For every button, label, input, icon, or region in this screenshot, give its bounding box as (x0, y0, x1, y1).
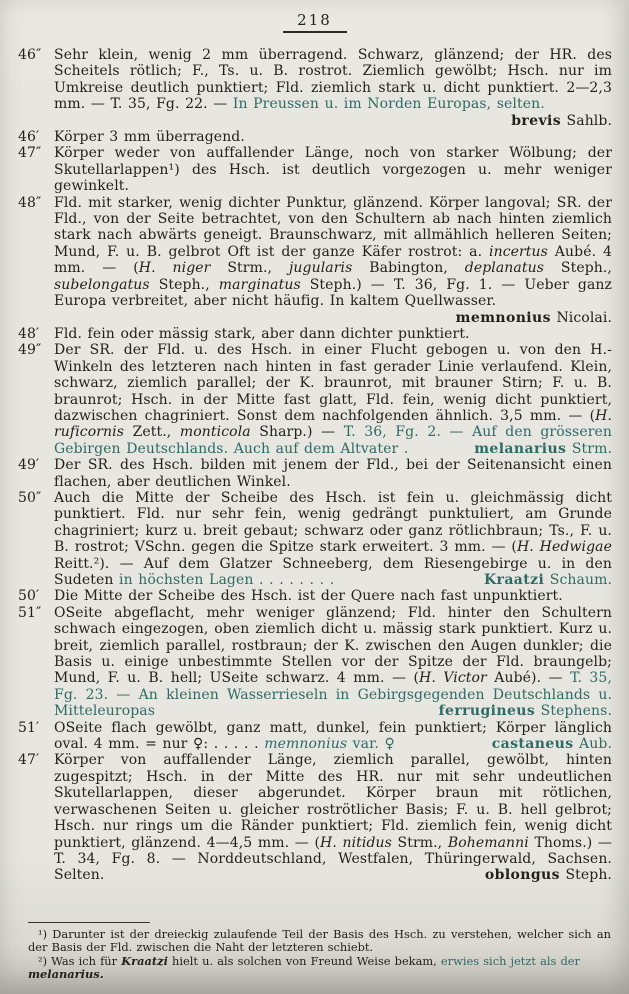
entry-text (54, 588, 612, 604)
text-run: Kraatzi (121, 953, 168, 968)
text-run: Fld. fein oder mässig stark, aber dann dichter punktiert. (54, 325, 470, 342)
species-epithet: castaneus (491, 736, 574, 753)
entry-text (54, 129, 612, 145)
text-run: deplanatus (464, 260, 544, 277)
text-run: H. nitidus (320, 834, 392, 851)
couplet-number: 51′ (18, 719, 40, 736)
key-entries (16, 47, 612, 884)
entry-text (54, 145, 612, 194)
entry-text (54, 457, 612, 490)
key-entry (16, 605, 612, 720)
text-run: monticola (179, 424, 251, 441)
footnote-rule (28, 922, 150, 923)
text-run: Körper weder von auffallender Länge, noch von starker Wölbung; der Skutellarlappen¹) des Hsch. ist deutlich vorgezogen u. mehr weniger gewinkelt. (54, 145, 612, 195)
text-run: Körper von auffallender Länge, ziemlich parallel, gewölbt, hinten zugespitzt; Hsch. in der Mitte des HR. nur mit sehr undeutlichen Skutellarlappen, dieser abgerundet. Körper braun mit rötlichen, verwaschenen Seiten u. gleicher roströtlicher Basis; F. u. B. hell gelbrot; Hsch. nur rings um die Ränder punktiert; Fld. ziemlich fein, wenig dicht punktiert, glänzend. 4—4,5 mm. — ( (54, 752, 612, 851)
text-run: ¹) Darunter ist der dreieckig zulaufende Teil der Basis des Hsch. zu verstehen, welcher sich an der Basis der Fld. zwischen die Naht der letzteren schiebt. (28, 926, 611, 955)
species-epithet: memnonius (455, 309, 551, 326)
key-entry (16, 326, 612, 342)
text-run: H. niger (138, 260, 211, 277)
text-run: Steph., (149, 276, 219, 293)
text-run: memnonius (264, 736, 348, 753)
text-run: Babington, (352, 260, 465, 277)
text-run: T. 35, Fg. 23. — An kleinen Wasserrieseln in Gebirgsgegenden Deutschlands u. Mitteleuropas (54, 670, 612, 720)
text-run: Aubé). — (486, 670, 571, 687)
species-epithet: Kraatzi (483, 572, 545, 588)
text-run: Reitt.²). — Auf dem Glatzer Schneeberg, dem Riesengebirge u. in den Sudeten (54, 555, 612, 588)
entry-text (54, 47, 612, 129)
species-epithet: oblongus (484, 867, 560, 884)
text-run: Zett., (124, 424, 180, 441)
text-run: H. ruficornis (54, 407, 612, 441)
species-name: melanarius Strm. (474, 440, 612, 457)
key-entry (16, 195, 612, 326)
couplet-number: 46′ (18, 129, 40, 146)
page-footer (0, 922, 629, 982)
page-header (0, 0, 629, 33)
header-rule (283, 31, 347, 33)
text-run: T. 36, Fg. 2. — Auf den grösseren Gebirgen Deutschlands. Auch auf dem Altvater . (54, 424, 613, 457)
text-run: subelongatus (54, 276, 150, 293)
text-run: Aubé. 4 mm. — ( (54, 243, 612, 277)
text-run: marginatus (218, 276, 301, 293)
footnote (28, 955, 611, 982)
text-run: in höchsten Lagen . . . . . . . . (119, 572, 335, 588)
text-run: Strm., (391, 834, 448, 851)
couplet-number: 47′ (18, 752, 40, 769)
entry-text (54, 752, 612, 883)
key-entry (16, 47, 612, 129)
text-run: Bohemanni (447, 834, 529, 851)
footnotes (0, 928, 629, 982)
entry-text (54, 342, 612, 457)
identification-key (0, 43, 629, 884)
text-run: Steph., (544, 260, 612, 277)
entry-text (54, 490, 612, 588)
key-entry (16, 145, 612, 194)
page-number: 218 (297, 11, 332, 29)
text-run: OSeite flach gewölbt, ganz matt, dunkel, fein punktiert; Körper länglich oval. 4 mm. = nur ♀: . . . . . (54, 719, 612, 753)
text-run: melanarius. (28, 967, 104, 982)
entry-text (54, 326, 612, 342)
couplet-number: 46″ (18, 47, 42, 63)
couplet-number: 51″ (18, 604, 42, 621)
key-entry (16, 720, 612, 753)
couplet-number: 47″ (18, 145, 42, 162)
couplet-number: 48′ (18, 325, 40, 342)
key-entry (16, 342, 612, 457)
species-name: Kraatzi Schaum. (483, 572, 612, 588)
text-run: H. Victor (419, 670, 487, 687)
text-run: H. Hedwigae (516, 539, 612, 556)
couplet-number: 49″ (18, 342, 42, 359)
couplet-number: 50″ (18, 489, 42, 506)
key-entry (16, 490, 612, 588)
entry-text (54, 605, 612, 720)
species-epithet: ferrugineus (438, 703, 536, 720)
species-name: memnonius Nicolai. (455, 309, 612, 326)
species-name: ferrugineus Stephens. (438, 703, 612, 720)
text-run: OSeite abgeflacht, mehr weniger glänzend; Fld. hinter den Schultern schwach eingezogen, oben ziemlich dicht u. mässig stark punktiert. Kurz u. breit, ziemlich parallel, rostbraun; der K. zwischen den Augen dunkler; die Basis u. einige unbestimmte Stellen vor der Spitze der Fld. braungelb; Mund, F. u. B. hell; USeite schwarz. 4 mm. — ( (54, 604, 612, 687)
text-run: Sehr klein, wenig 2 mm überragend. Schwarz, glänzend; der HR. des Scheitels rötlich; F., Ts. u. B. rostrot. Ziemlich gewölbt; Hsch. nur im Umkreise deutlich punktiert; Fld. ziemlich stark u. dicht punktiert. 2—2,3 mm. — T. 35, Fg. 22. — (54, 47, 612, 113)
text-run: Die Mitte der Scheibe des Hsch. ist der Quere nach fast unpunktiert. (54, 588, 563, 605)
text-run: hielt u. als solchen von Freund Weise bekam, (167, 953, 441, 968)
text-run: Sharp.) — (250, 424, 344, 441)
key-entry (16, 588, 612, 604)
key-entry (16, 129, 612, 145)
text-run: Fld. mit starker, wenig dichter Punktur, glänzend. Körper langoval; SR. der Fld., von der Seite betrachtet, von den Schultern ab nach hinten ziemlich stark nach abwärts geneigt. Braunschwarz, mit allmählich helleren Seiten; Mund, F. u. B. gelbrot Oft ist der ganze Käfer rostrot: a. (54, 194, 612, 260)
couplet-number: 48″ (18, 194, 42, 211)
text-run: var. ♀ (347, 736, 395, 753)
footnote (28, 928, 611, 955)
species-name: brevis Sahlb. (511, 112, 612, 129)
key-entry (16, 457, 612, 490)
text-run: Thoms.) — T. 34, Fg. 8. — Norddeutschland, Westfalen, Thüringerwald, Sachsen. Selten. (54, 834, 613, 884)
text-run: incertus (489, 243, 548, 260)
species-name: castaneus Aub. (491, 736, 612, 753)
entry-text (54, 195, 612, 326)
text-run: Strm., (210, 260, 289, 277)
text-run: ²) Was ich für (38, 953, 122, 968)
text-run: Steph.) — T. 36, Fg. 1. — Ueber ganz Europa verbreitet, aber nicht häufig. In kaltem Quellwasser. (54, 276, 612, 310)
text-run: Körper 3 mm überragend. (54, 129, 245, 146)
text-run: Der SR. des Hsch. bilden mit jenem der Fld., bei der Seitenansicht einen flachen, aber deutlichen Winkel. (54, 457, 612, 490)
species-epithet: melanarius (474, 440, 567, 457)
entry-text (54, 720, 612, 753)
text-run: Der SR. der Fld. u. des Hsch. in einer Flucht gebogen u. von den H.-Winkeln des letzteren nach hinten in fast gerader Linie verlaufend. Klein, schwarz, ziemlich parallel; der K. braunrot, mit brauner Stirn; F. u. B. braunrot; Hsch. in der Mitte fast glatt, Fld. fein, wenig dicht punktiert, dazwischen chagriniert. Sonst dem nachfolgenden ähnlich. 3,5 mm. — ( (54, 342, 612, 424)
text-run: jugularis (288, 260, 353, 277)
text-run: erwies sich jetzt als der (440, 953, 580, 968)
species-epithet: brevis (511, 112, 561, 129)
couplet-number: 49′ (18, 457, 40, 474)
species-name: oblongus Steph. (484, 867, 612, 884)
text-run: In Preussen u. im Norden Europas, selten. (232, 96, 545, 113)
text-run: Auch die Mitte der Scheibe des Hsch. ist fein u. gleichmässig dicht punktiert. Fld. nur sehr fein, wenig gedrängt punktuliert, am Grunde chagriniert; kurz u. breit gebaut; schwarz oder ganz rötlichbraun; Ts., F. u. B. rostrot; VSchn. gegen die Spitze stark erweitert. 3 mm. — ( (54, 489, 612, 556)
key-entry (16, 752, 612, 883)
couplet-number: 50′ (18, 588, 40, 605)
